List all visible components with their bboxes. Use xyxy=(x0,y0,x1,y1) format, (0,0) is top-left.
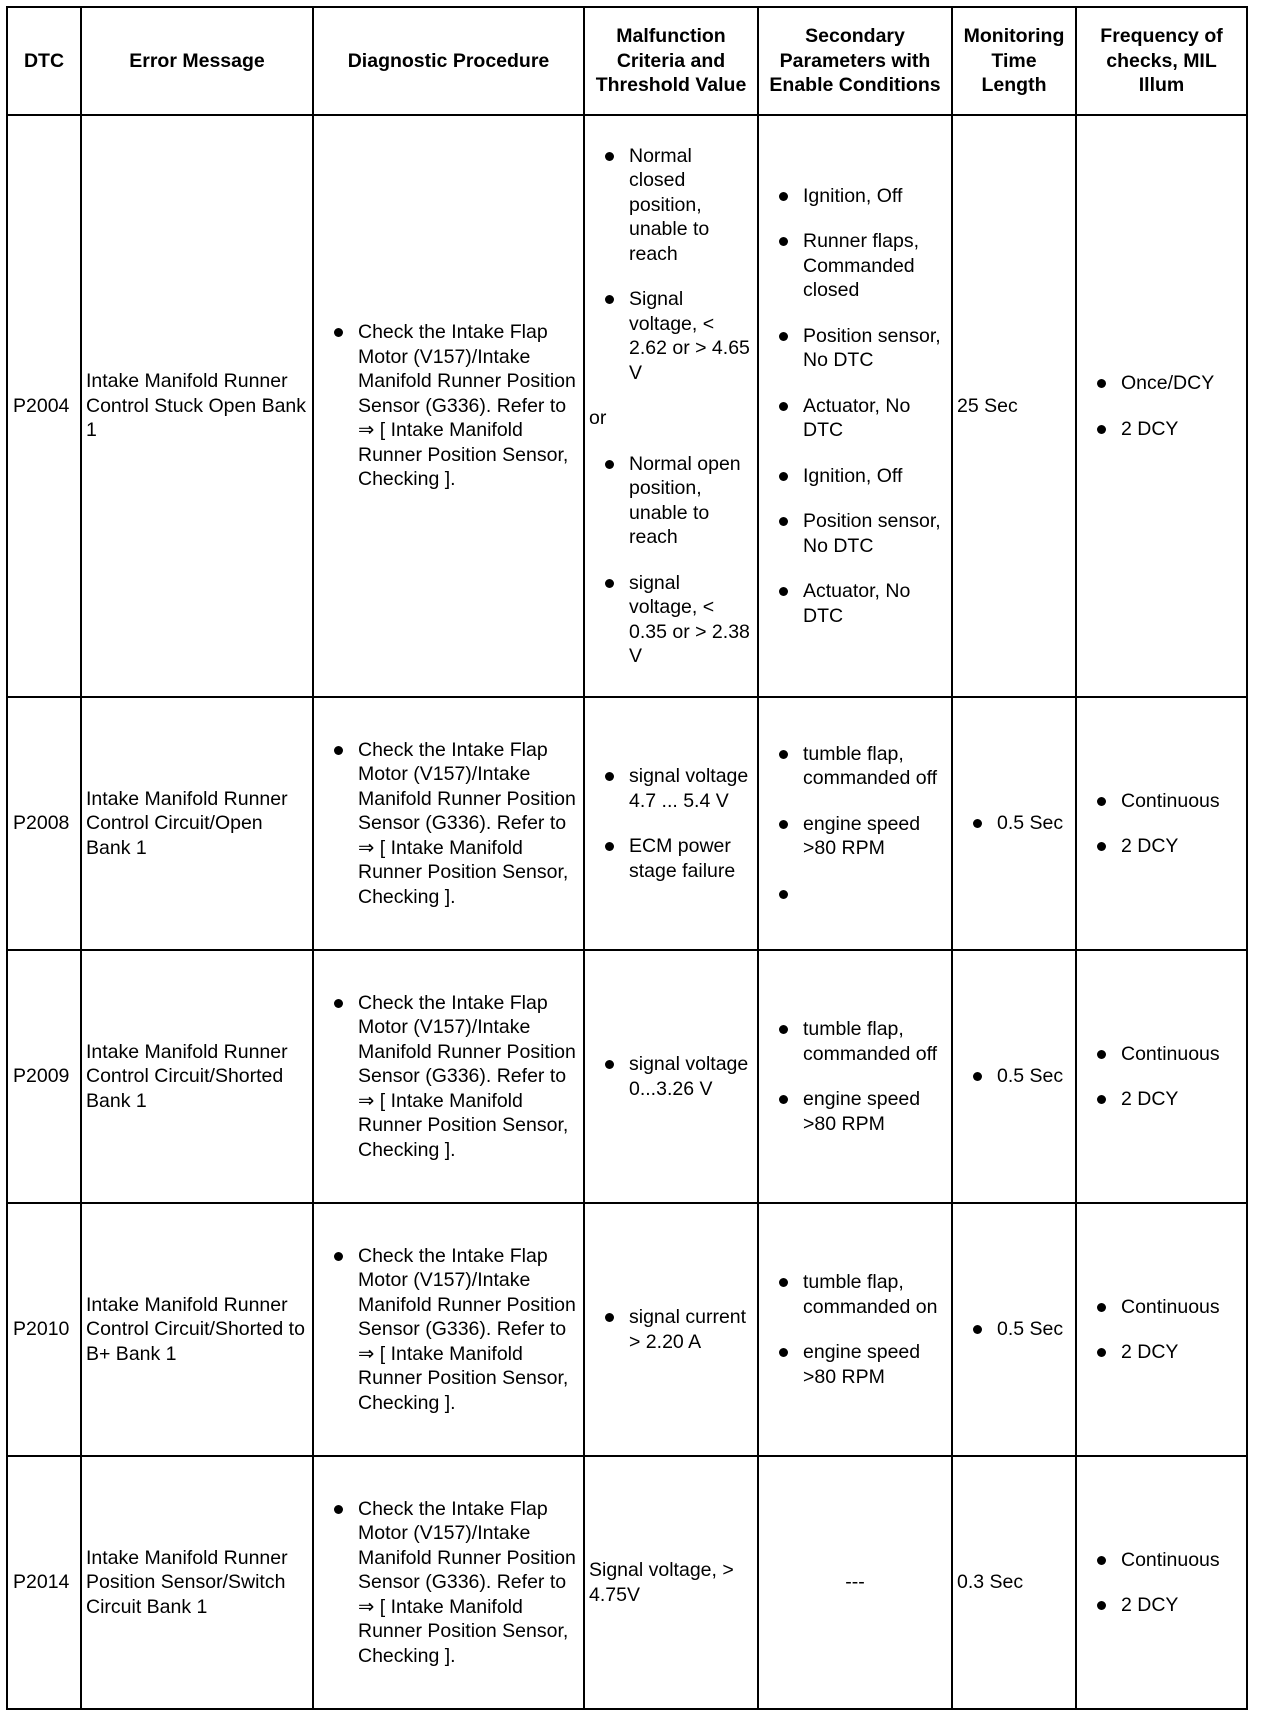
malfunction-criteria xyxy=(584,697,758,950)
header-frequency: Frequency of checks, MIL Illum xyxy=(1076,7,1247,115)
monitoring-time xyxy=(952,950,1076,1203)
secondary-item: engine speed >80 RPM xyxy=(763,1340,947,1389)
frequency-item: 2 DCY xyxy=(1081,417,1242,442)
procedure-item: Check the Intake Flap Motor (V157)/Intake Manifold Runner Position Sensor (G336). Refer to ⇒ [ Intake Manifold Runner Position Sensor, Checking ]. xyxy=(318,320,579,492)
procedure-item: Check the Intake Flap Motor (V157)/Intake Manifold Runner Position Sensor (G336). Refer to ⇒ [ Intake Manifold Runner Position Sensor, Checking ]. xyxy=(318,991,579,1163)
table-row xyxy=(7,1203,1247,1456)
secondary-item: Ignition, Off xyxy=(763,184,947,209)
header-diagnostic-procedure: Diagnostic Procedure xyxy=(313,7,584,115)
malfunction-criteria xyxy=(584,115,758,697)
frequency-item: 2 DCY xyxy=(1081,1593,1242,1618)
header-secondary-parameters: Secondary Parameters with Enable Conditions xyxy=(758,7,952,115)
error-message: Intake Manifold Runner Control Circuit/Shorted Bank 1 xyxy=(81,950,313,1203)
dtc-code: P2010 xyxy=(7,1203,81,1456)
time-item: 0.5 Sec xyxy=(957,1317,1071,1342)
secondary-item-empty xyxy=(763,882,947,906)
frequency xyxy=(1076,1203,1247,1456)
monitoring-time: 0.3 Sec xyxy=(952,1456,1076,1709)
criteria-item: Normal closed position, unable to reach xyxy=(589,144,753,267)
header-dtc: DTC xyxy=(7,7,81,115)
frequency-item: Once/DCY xyxy=(1081,371,1242,396)
header-error-message: Error Message xyxy=(81,7,313,115)
table-row xyxy=(7,697,1247,950)
table-row xyxy=(7,1456,1247,1709)
criteria-item: signal voltage 0...3.26 V xyxy=(589,1052,753,1101)
dtc-code: P2008 xyxy=(7,697,81,950)
dtc-code: P2009 xyxy=(7,950,81,1203)
error-message: Intake Manifold Runner Control Circuit/Shorted to B+ Bank 1 xyxy=(81,1203,313,1456)
diagnostic-procedure xyxy=(313,950,584,1203)
time-item: 0.5 Sec xyxy=(957,1064,1071,1089)
dtc-code: P2004 xyxy=(7,115,81,697)
diagnostic-procedure xyxy=(313,1456,584,1709)
diagnostic-procedure xyxy=(313,115,584,697)
malfunction-criteria: Signal voltage, > 4.75V xyxy=(584,1456,758,1709)
criteria-item: signal voltage 4.7 ... 5.4 V xyxy=(589,764,753,813)
diagnostic-procedure xyxy=(313,1203,584,1456)
secondary-item: Runner flaps, Commanded closed xyxy=(763,229,947,303)
secondary-item: Actuator, No DTC xyxy=(763,579,947,628)
diagnostic-procedure xyxy=(313,697,584,950)
frequency xyxy=(1076,950,1247,1203)
header-malfunction-criteria: Malfunction Criteria and Threshold Value xyxy=(584,7,758,115)
secondary-parameters xyxy=(758,697,952,950)
table-row xyxy=(7,115,1247,697)
procedure-item: Check the Intake Flap Motor (V157)/Intake Manifold Runner Position Sensor (G336). Refer to ⇒ [ Intake Manifold Runner Position Sensor, Checking ]. xyxy=(318,738,579,910)
frequency xyxy=(1076,115,1247,697)
criteria-item: Signal voltage, < 2.62 or > 4.65 V xyxy=(589,287,753,385)
error-message: Intake Manifold Runner Control Circuit/Open Bank 1 xyxy=(81,697,313,950)
criteria-item: ECM power stage failure xyxy=(589,834,753,883)
secondary-item: Ignition, Off xyxy=(763,464,947,489)
criteria-or: or xyxy=(589,407,607,429)
criteria-item: signal current > 2.20 A xyxy=(589,1305,753,1354)
secondary-item: tumble flap, commanded on xyxy=(763,1270,947,1319)
malfunction-criteria xyxy=(584,950,758,1203)
table-row xyxy=(7,950,1247,1203)
frequency xyxy=(1076,697,1247,950)
error-message: Intake Manifold Runner Position Sensor/Switch Circuit Bank 1 xyxy=(81,1456,313,1709)
criteria-item: signal voltage, < 0.35 or > 2.38 V xyxy=(589,571,753,669)
secondary-parameters xyxy=(758,950,952,1203)
monitoring-time xyxy=(952,697,1076,950)
header-monitoring-time: Monitoring Time Length xyxy=(952,7,1076,115)
frequency xyxy=(1076,1456,1247,1709)
procedure-item: Check the Intake Flap Motor (V157)/Intake Manifold Runner Position Sensor (G336). Refer to ⇒ [ Intake Manifold Runner Position Sensor, Checking ]. xyxy=(318,1497,579,1669)
secondary-item: engine speed >80 RPM xyxy=(763,1087,947,1136)
secondary-item: Position sensor, No DTC xyxy=(763,509,947,558)
secondary-parameters xyxy=(758,115,952,697)
frequency-item: Continuous xyxy=(1081,1295,1242,1320)
secondary-item: tumble flap, commanded off xyxy=(763,1017,947,1066)
frequency-item: 2 DCY xyxy=(1081,1340,1242,1365)
monitoring-time xyxy=(952,1203,1076,1456)
dtc-code: P2014 xyxy=(7,1456,81,1709)
dtc-table xyxy=(6,6,1248,1710)
secondary-item: Actuator, No DTC xyxy=(763,394,947,443)
secondary-parameters: --- xyxy=(758,1456,952,1709)
secondary-item: Position sensor, No DTC xyxy=(763,324,947,373)
frequency-item: 2 DCY xyxy=(1081,834,1242,859)
error-message: Intake Manifold Runner Control Stuck Open Bank 1 xyxy=(81,115,313,697)
criteria-item: Normal open position, unable to reach xyxy=(589,452,753,550)
malfunction-criteria xyxy=(584,1203,758,1456)
time-item: 0.5 Sec xyxy=(957,811,1071,836)
frequency-item: Continuous xyxy=(1081,1548,1242,1573)
secondary-item: tumble flap, commanded off xyxy=(763,742,947,791)
procedure-item: Check the Intake Flap Motor (V157)/Intake Manifold Runner Position Sensor (G336). Refer to ⇒ [ Intake Manifold Runner Position Sensor, Checking ]. xyxy=(318,1244,579,1416)
secondary-parameters xyxy=(758,1203,952,1456)
frequency-item: Continuous xyxy=(1081,1042,1242,1067)
monitoring-time: 25 Sec xyxy=(952,115,1076,697)
header-row xyxy=(7,7,1247,115)
secondary-item: engine speed >80 RPM xyxy=(763,812,947,861)
frequency-item: 2 DCY xyxy=(1081,1087,1242,1112)
frequency-item: Continuous xyxy=(1081,789,1242,814)
